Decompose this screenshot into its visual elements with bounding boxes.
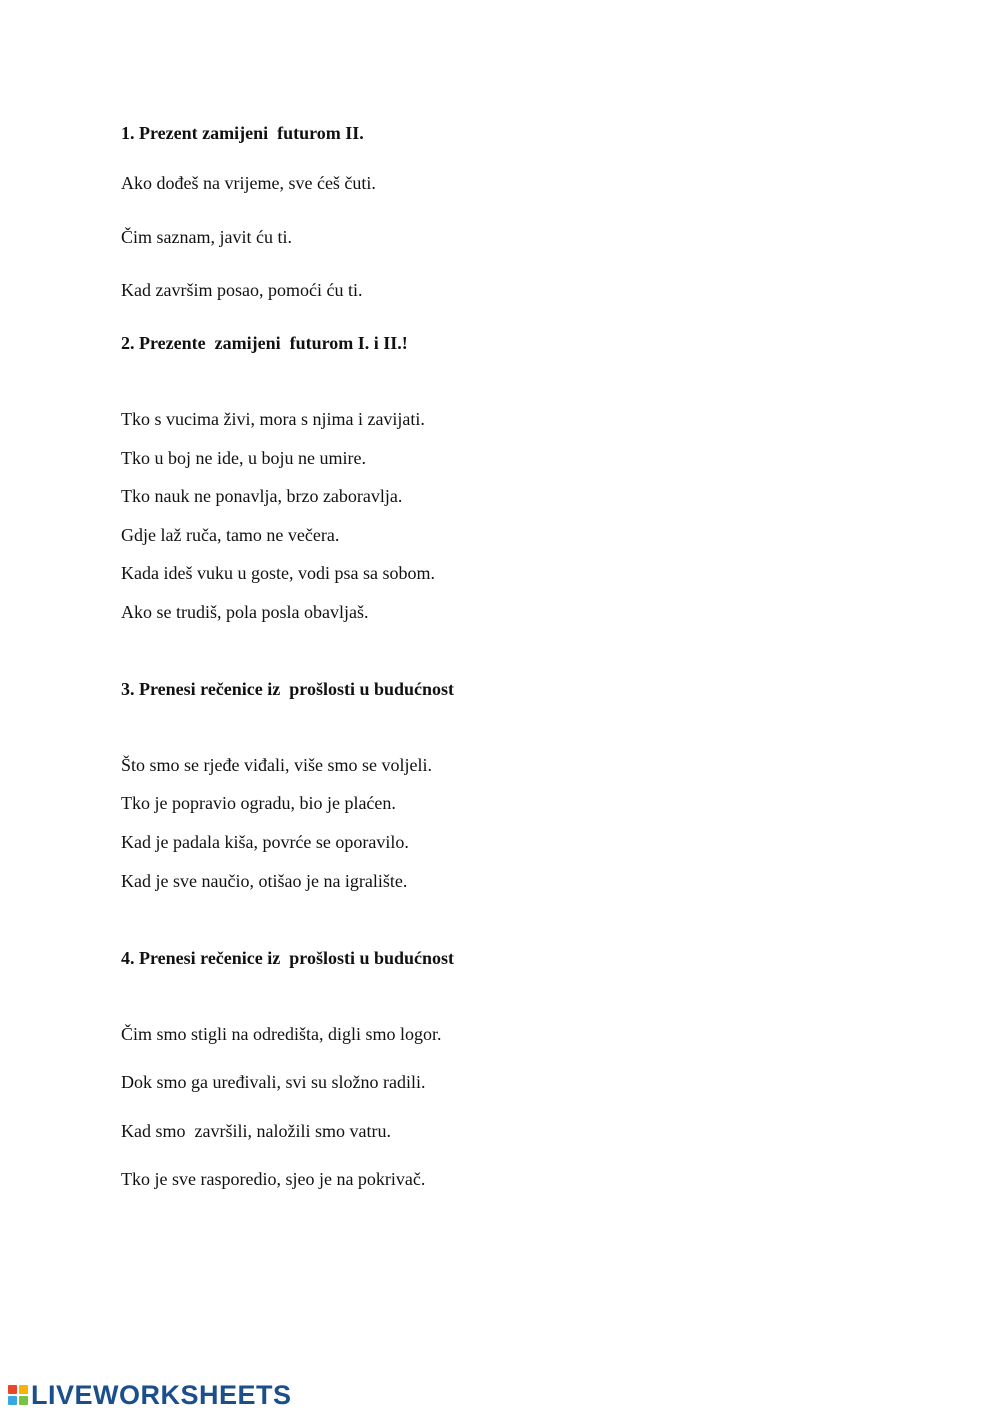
logo-block-4 [19,1396,28,1405]
section-2-line-5: Kada ideš vuku u goste, vodi psa sa sobom. [121,563,435,583]
section-2-line-3: Tko nauk ne ponavlja, brzo zaboravlja. [121,486,403,506]
logo-block-3 [8,1396,17,1405]
section-2-heading: 2. Prezente zamijeni futurom I. i II.! [121,333,408,353]
logo-block-1 [8,1385,17,1394]
liveworksheets-logo[interactable] [8,1380,292,1410]
section-1-heading: 1. Prezent zamijeni futurom II. [121,123,364,143]
section-1-line-2: Čim saznam, javit ću ti. [121,227,292,247]
section-4-line-3: Kad smo završili, naložili smo vatru. [121,1121,391,1141]
section-3-line-4: Kad je sve naučio, otišao je na igralište. [121,871,408,891]
logo-block-2 [19,1385,28,1394]
section-1-line-1: Ako dođeš na vrijeme, sve ćeš čuti. [121,173,376,193]
section-4-line-4: Tko je sve rasporedio, sjeo je na pokrivač. [121,1169,426,1189]
section-2-line-6: Ako se trudiš, pola posla obavljaš. [121,602,369,622]
section-4-heading: 4. Prenesi rečenice iz prošlosti u budućnost [121,948,454,968]
section-2-line-1: Tko s vucima živi, mora s njima i zavijati. [121,409,425,429]
section-3-line-1: Što smo se rjeđe viđali, više smo se voljeli. [121,755,432,775]
section-3-heading: 3. Prenesi rečenice iz prošlosti u budućnost [121,679,454,699]
section-4-line-1: Čim smo stigli na odredišta, digli smo logor. [121,1024,442,1044]
section-4-line-2: Dok smo ga uređivali, svi su složno radili. [121,1072,426,1092]
section-2-line-2: Tko u boj ne ide, u boju ne umire. [121,448,366,468]
section-1-line-3: Kad završim posao, pomoći ću ti. [121,280,363,300]
section-3-line-2: Tko je popravio ogradu, bio je plaćen. [121,793,396,813]
logo-text: LIVEWORKSHEETS [31,1379,292,1410]
logo-blocks-icon [8,1385,28,1405]
section-3-line-3: Kad je padala kiša, povrće se oporavilo. [121,832,409,852]
section-2-line-4: Gdje laž ruča, tamo ne večera. [121,525,340,545]
